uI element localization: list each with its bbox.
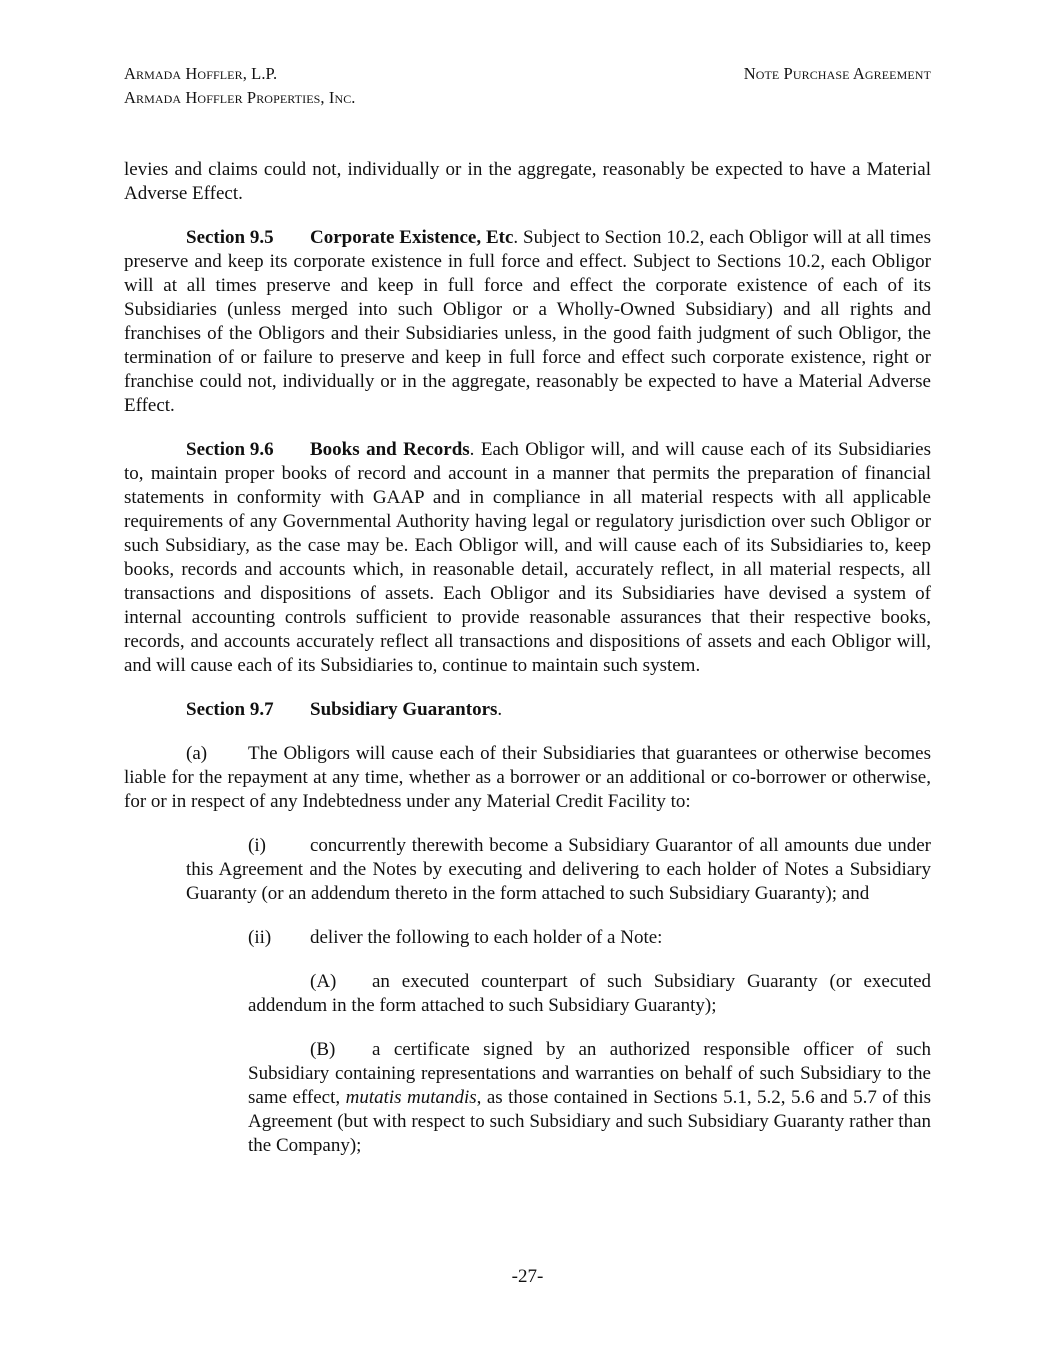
clause-ii-text: deliver the following to each holder of a Note: (310, 927, 663, 948)
running-header (124, 62, 931, 110)
section-9-5-body: . Subject to Section 10.2, each Obligor will at all times preserve and keep its corporate existence in full force and effect. Subject to Sections 10.2, each Obligor will at all times preserve and keep in full force and effect the corporate existence of each of its Subsidiaries (unless merged into such Obligor or a Wholly-Owned Subsidiary) and all rights and franchises of the Obligors and their Subsidiaries unless, in the good faith judgment of such Obligor, the termination of or failure to preserve and keep in full force and effect such corporate existence, right or franchise could not, individually or in the aggregate, reasonably be expected to have a Material Adverse Effect. (124, 227, 931, 416)
section-9-6-body: . Each Obligor will, and will cause each of its Subsidiaries to, maintain proper books of record and account in a manner that permits the preparation of financial statements in conformity with GAAP and in compliance in all material respects with all applicable requirements of any Governmental Authority having legal or regulatory jurisdiction over such Obligor or such Subsidiary, as the case may be. Each Obligor will, and will cause each of its Subsidiaries to, keep books, records and accounts which, in reasonable detail, accurately reflect, in all material respects, all transactions and dispositions of assets. Each Obligor and its Subsidiaries have devised a system of internal accounting controls sufficient to provide reasonable assurances that their respective books, records, and accounts accurately reflect all transactions and dispositions of assets and each Obligor will, and will cause each of its Subsidiaries to, continue to maintain such system. (124, 439, 931, 676)
section-9-5-number: Section 9.5 (186, 227, 274, 248)
clause-ii-label: (ii) (248, 927, 272, 948)
clause-i-text: concurrently therewith become a Subsidiary Guarantor of all amounts due under this Agreement and the Notes by executing and delivering to each holder of Notes a Subsidiary Guaranty (or an addendum thereto in the form attached to such Subsidiary Guaranty); and (186, 835, 931, 904)
clause-ii (186, 926, 931, 950)
header-company-2: Armada Hoffler Properties, Inc. (124, 88, 356, 107)
section-9-7 (124, 698, 931, 722)
section-9-5-title: Corporate Existence, Etc (310, 227, 514, 248)
page-number: -27- (511, 1266, 544, 1287)
clause-B-text-1: a certificate signed by an authorized responsible officer of such Subsidiary containing representations and warranties on behalf of such Subsidiary to the same effect, (248, 1039, 931, 1108)
clause-B-text-2: , as those contained in Sections 5.1, 5.2, 5.6 and 5.7 of this Agreement (but with respect to such Subsidiary and such Subsidiary Guaranty rather than the Company); (248, 1087, 931, 1156)
clause-B-italic: mutatis mutandis (345, 1087, 477, 1108)
carryover-paragraph: levies and claims could not, individually or in the aggregate, reasonably be expected to have a Material Adverse Effect. (124, 159, 931, 204)
section-9-6 (124, 438, 931, 678)
clause-A (248, 970, 931, 1018)
section-9-7-title: Subsidiary Guarantors (310, 699, 498, 720)
header-left (124, 62, 356, 110)
clause-i-label: (i) (248, 835, 266, 856)
section-9-6-title: Books and Records (310, 439, 470, 460)
header-document-title: Note Purchase Agreement (743, 64, 931, 83)
clause-i (186, 834, 931, 906)
clause-A-text: an executed counterpart of such Subsidiary Guaranty (or executed addendum in the form attached to such Subsidiary Guaranty); (248, 971, 931, 1016)
section-9-7-tail: . (497, 699, 503, 720)
clause-a (124, 742, 931, 814)
section-9-6-number: Section 9.6 (186, 439, 274, 460)
clause-B-label: (B) (310, 1039, 336, 1060)
header-company-1: Armada Hoffler, L.P. (124, 64, 278, 83)
section-9-7-number: Section 9.7 (186, 699, 274, 720)
clause-a-label: (a) (186, 743, 208, 764)
document-page (124, 62, 931, 1158)
clause-A-label: (A) (310, 971, 337, 992)
section-9-5 (124, 226, 931, 418)
clause-B (248, 1038, 931, 1158)
clause-a-text: The Obligors will cause each of their Subsidiaries that guarantees or otherwise becomes liable for the repayment at any time, whether as a borrower or an additional or co-borrower or otherwise, for or in respect of any Indebtedness under any Material Credit Facility to: (124, 743, 931, 812)
